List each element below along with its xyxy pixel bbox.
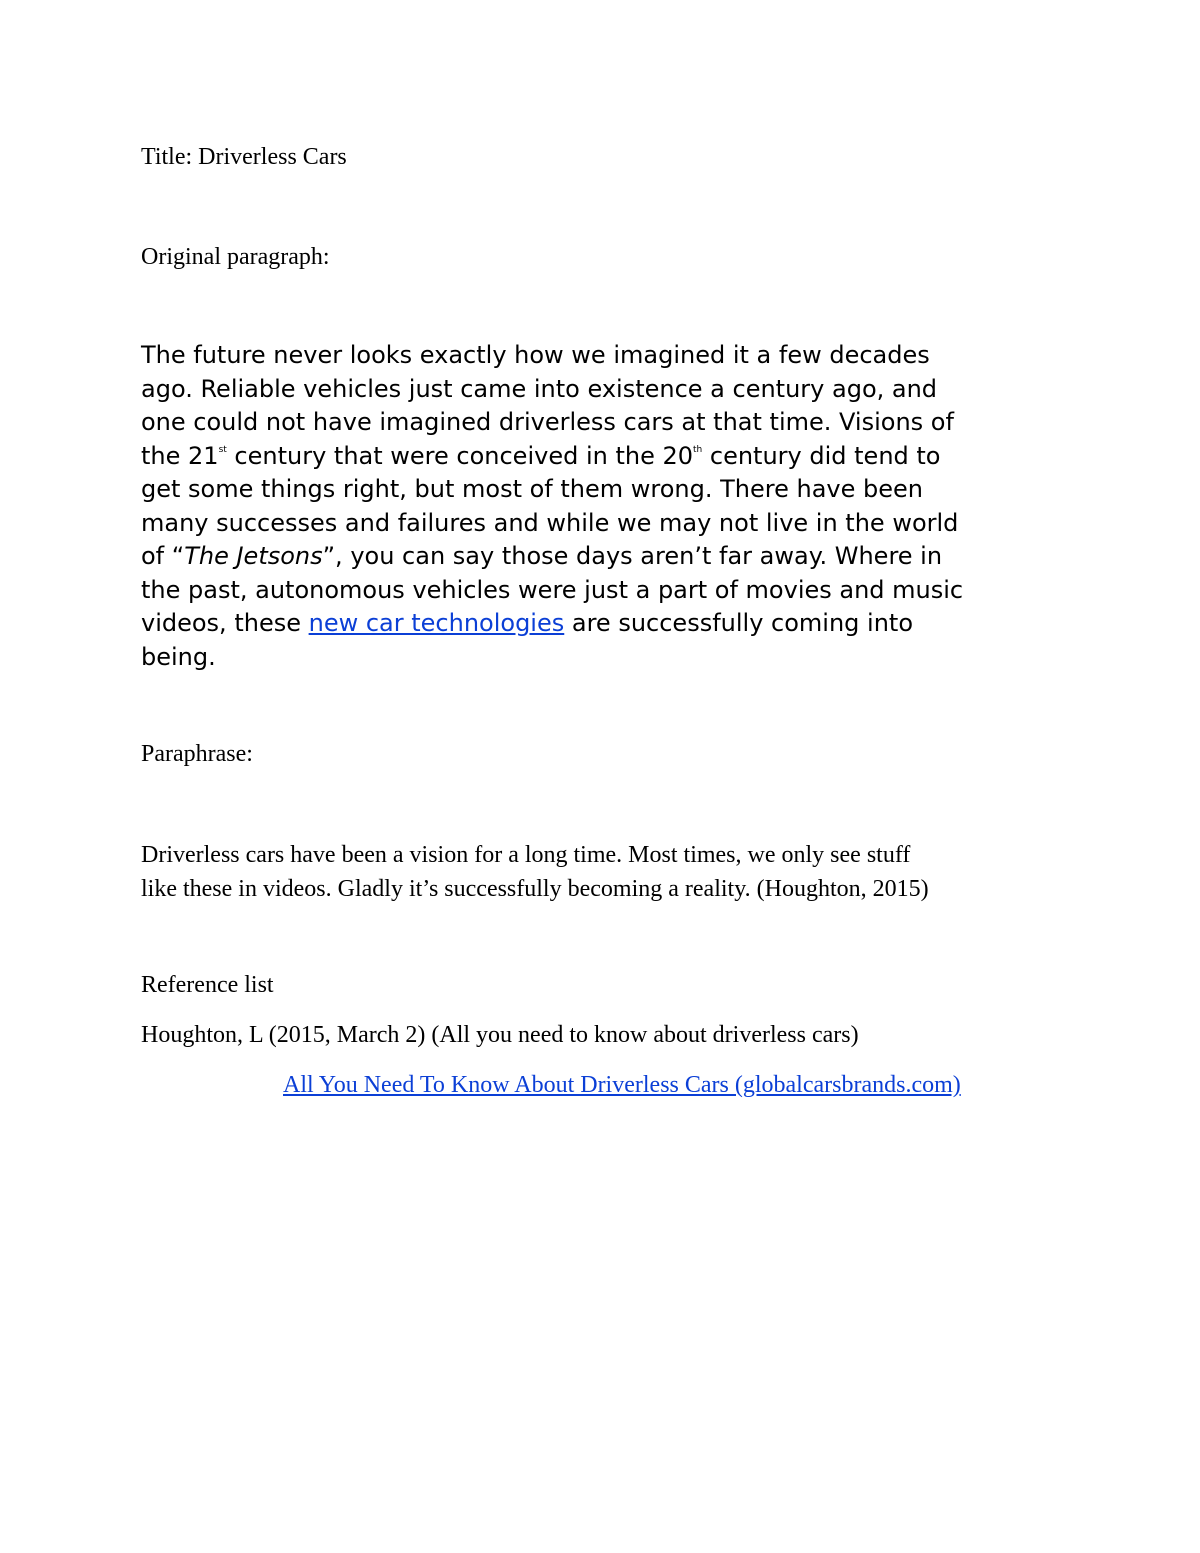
original-line-9-part-a: videos, these [141,609,309,637]
paraphrase-heading: Paraphrase: [141,741,253,767]
jetsons-italic: The Jetsons [184,542,323,570]
original-line-1: The future never looks exactly how we imagined it a few decades [141,341,930,369]
original-line-9 [141,607,1081,641]
original-line-7 [141,540,1081,574]
reference-link[interactable]: All You Need To Know About Driverless Cars (globalcarsbrands.com) [283,1072,961,1098]
original-line-7-part-b: ”, you can say those days aren’t far away. Where in [322,542,943,570]
original-line-7-part-a: of “ [141,542,185,570]
superscript-th: th [693,444,703,455]
original-line-4-part-b: century that were conceived in the 20 [226,441,694,470]
paraphrase-line-1: Driverless cars have been a vision for a long time. Most times, we only see stuff [141,842,911,868]
original-line-2: ago. Reliable vehicles just came into existence a century ago, and [141,374,938,403]
superscript-st: st [218,444,227,455]
original-line-8: the past, autonomous vehicles were just a part of movies and music [141,575,964,604]
original-line-9-part-b: are successfully coming into [564,609,913,637]
original-line-6: many successes and failures and while we may not live in the world [141,508,959,537]
reference-entry: Houghton, L (2015, March 2) (All you need to know about driverless cars) [141,1022,859,1048]
original-line-3: one could not have imagined driverless cars at that time. Visions of [141,408,954,436]
paraphrase-line-2: like these in videos. Gladly it’s successfully becoming a reality. (Houghton, 2015) [141,876,929,902]
original-paragraph-heading: Original paragraph: [141,244,330,270]
original-line-4-part-c: century did tend to [702,441,941,470]
original-line-4-part-a: the 21 [141,441,219,470]
title-line: Title: Driverless Cars [141,144,347,170]
original-paragraph [141,339,1081,674]
new-car-technologies-link[interactable]: new car technologies [308,609,565,637]
paraphrase-text [141,838,929,906]
original-line-10: being. [141,642,216,671]
original-line-4 [141,440,1081,474]
original-line-5: get some things right, but most of them wrong. There have been [141,475,923,503]
reference-list-heading: Reference list [141,972,274,998]
